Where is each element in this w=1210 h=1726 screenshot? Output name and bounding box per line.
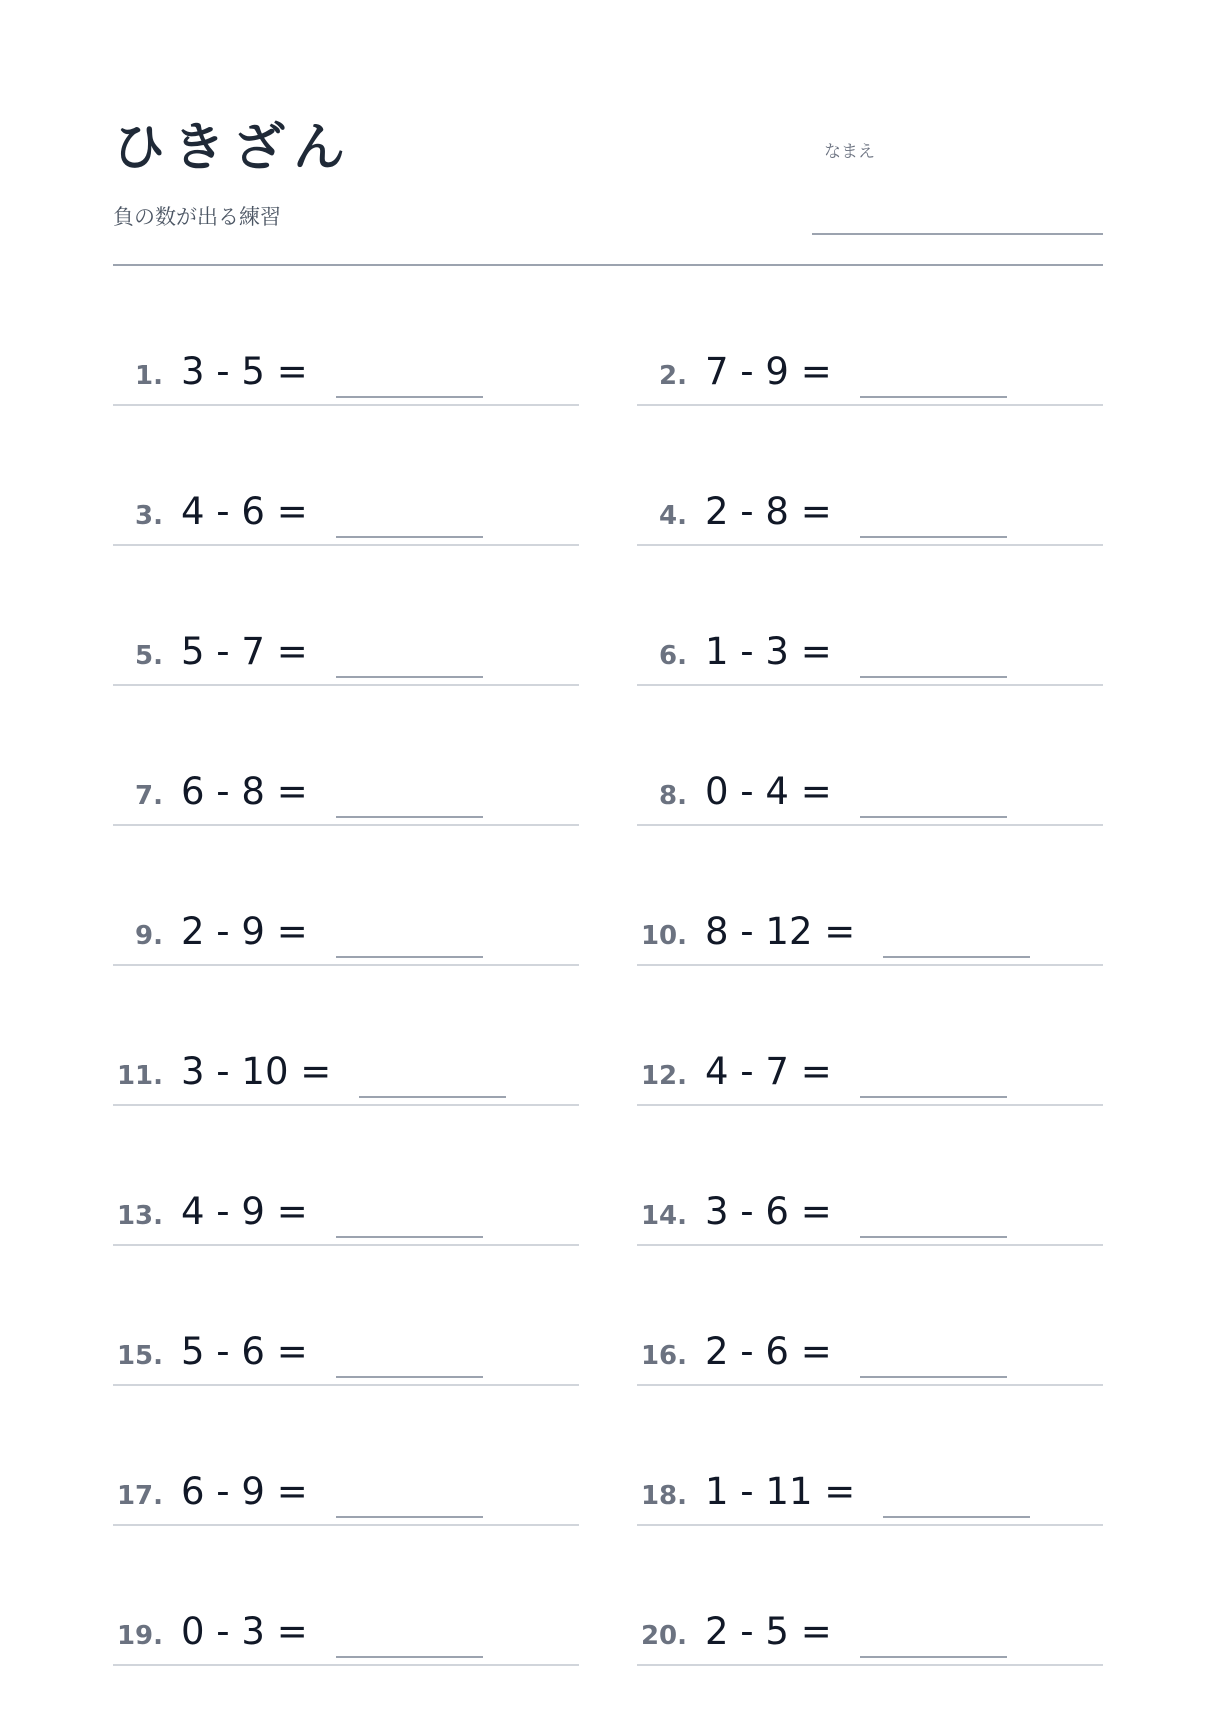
answer-blank[interactable]: [860, 816, 1007, 818]
problem-expression: 6 - 8 =: [181, 770, 308, 813]
answer-blank[interactable]: [336, 956, 483, 958]
problem-item: [637, 266, 1103, 406]
problem-expression: 3 - 10 =: [181, 1050, 332, 1093]
answer-blank[interactable]: [336, 1236, 483, 1238]
problem: [113, 1330, 483, 1373]
problem: [637, 350, 1007, 393]
problem-number: 13.: [116, 1201, 163, 1231]
problem-number: 20.: [640, 1621, 687, 1651]
answer-blank[interactable]: [860, 1236, 1007, 1238]
problem-expression: 6 - 9 =: [181, 1470, 308, 1513]
problem-number: 2.: [659, 361, 687, 391]
problem-item: [113, 1106, 579, 1246]
problem-expression: 2 - 5 =: [705, 1610, 832, 1653]
answer-blank[interactable]: [860, 1656, 1007, 1658]
problem-expression: 3 - 6 =: [705, 1190, 832, 1233]
problem: [637, 770, 1007, 813]
problem: [637, 1190, 1007, 1233]
answer-blank[interactable]: [860, 1376, 1007, 1378]
problem-expression: 4 - 7 =: [705, 1050, 832, 1093]
problem-expression: 0 - 3 =: [181, 1610, 308, 1653]
answer-blank[interactable]: [359, 1096, 506, 1098]
problem-number: 5.: [135, 641, 163, 671]
problem: [637, 630, 1007, 673]
answer-blank[interactable]: [336, 1376, 483, 1378]
problem: [113, 1470, 483, 1513]
problem-number: 11.: [116, 1061, 163, 1091]
problem-expression: 2 - 6 =: [705, 1330, 832, 1373]
problem-item: [113, 266, 579, 406]
problem: [637, 910, 1030, 953]
problem-number: 9.: [135, 921, 163, 951]
problem: [113, 350, 483, 393]
problem-number: 15.: [116, 1341, 163, 1371]
problem-row: [113, 406, 1103, 546]
problem-item: [113, 1386, 579, 1526]
problem-expression: 4 - 9 =: [181, 1190, 308, 1233]
problem: [637, 1330, 1007, 1373]
row-divider: [113, 1664, 579, 1666]
problem-number: 16.: [640, 1341, 687, 1371]
problem-expression: 2 - 9 =: [181, 910, 308, 953]
answer-blank[interactable]: [883, 956, 1030, 958]
problem-row: [113, 1386, 1103, 1526]
worksheet: [113, 0, 1103, 1726]
problem-grid: [113, 266, 1103, 1666]
problem-item: [637, 966, 1103, 1106]
problem: [113, 490, 483, 533]
name-label: なまえ: [824, 142, 875, 162]
problem-number: 10.: [640, 921, 687, 951]
problem-expression: 3 - 5 =: [181, 350, 308, 393]
answer-blank[interactable]: [336, 396, 483, 398]
problem-expression: 5 - 6 =: [181, 1330, 308, 1373]
problem-row: [113, 1526, 1103, 1666]
problem-item: [637, 546, 1103, 686]
problem-expression: 5 - 7 =: [181, 630, 308, 673]
answer-blank[interactable]: [336, 676, 483, 678]
problem: [637, 1610, 1007, 1653]
problem-number: 12.: [640, 1061, 687, 1091]
problem-row: [113, 1246, 1103, 1386]
problem-number: 19.: [116, 1621, 163, 1651]
answer-blank[interactable]: [860, 1096, 1007, 1098]
problem: [637, 1050, 1007, 1093]
problem-item: [637, 1386, 1103, 1526]
worksheet-title: ひきざん: [113, 118, 354, 178]
problem-number: 8.: [659, 781, 687, 811]
problem-number: 18.: [640, 1481, 687, 1511]
problem-expression: 4 - 6 =: [181, 490, 308, 533]
problem-item: [113, 1246, 579, 1386]
problem: [113, 1610, 483, 1653]
problem: [113, 1190, 483, 1233]
answer-blank[interactable]: [883, 1516, 1030, 1518]
problem: [113, 770, 483, 813]
problem-item: [637, 1526, 1103, 1666]
problem-item: [637, 1246, 1103, 1386]
problem-number: 7.: [135, 781, 163, 811]
problem-expression: 1 - 3 =: [705, 630, 832, 673]
answer-blank[interactable]: [336, 536, 483, 538]
problem-item: [637, 686, 1103, 826]
problem-row: [113, 1106, 1103, 1246]
problem-row: [113, 826, 1103, 966]
problem-row: [113, 686, 1103, 826]
problem-item: [113, 966, 579, 1106]
problem-number: 14.: [640, 1201, 687, 1231]
problem-number: 6.: [659, 641, 687, 671]
answer-blank[interactable]: [336, 1656, 483, 1658]
problem-expression: 7 - 9 =: [705, 350, 832, 393]
problem-item: [113, 546, 579, 686]
problem-number: 4.: [659, 501, 687, 531]
answer-blank[interactable]: [336, 816, 483, 818]
problem-item: [637, 406, 1103, 546]
problem-expression: 2 - 8 =: [705, 490, 832, 533]
problem: [113, 1050, 506, 1093]
row-divider: [637, 1664, 1103, 1666]
problem: [113, 910, 483, 953]
problem-row: [113, 266, 1103, 406]
answer-blank[interactable]: [860, 676, 1007, 678]
problem-item: [637, 826, 1103, 966]
problem-row: [113, 966, 1103, 1106]
problem-expression: 1 - 11 =: [705, 1470, 856, 1513]
problem-expression: 8 - 12 =: [705, 910, 856, 953]
answer-blank[interactable]: [860, 536, 1007, 538]
answer-blank[interactable]: [336, 1516, 483, 1518]
problem-number: 3.: [135, 501, 163, 531]
problem-item: [113, 686, 579, 826]
problem: [637, 490, 1007, 533]
name-field-line[interactable]: [812, 233, 1103, 235]
worksheet-subtitle: 負の数が出る練習: [113, 205, 281, 229]
answer-blank[interactable]: [860, 396, 1007, 398]
problem-expression: 0 - 4 =: [705, 770, 832, 813]
problem-item: [113, 1526, 579, 1666]
problem: [637, 1470, 1030, 1513]
problem-item: [113, 826, 579, 966]
problem-row: [113, 546, 1103, 686]
problem-item: [113, 406, 579, 546]
problem-number: 1.: [135, 361, 163, 391]
problem-item: [637, 1106, 1103, 1246]
problem: [113, 630, 483, 673]
problem-number: 17.: [116, 1481, 163, 1511]
